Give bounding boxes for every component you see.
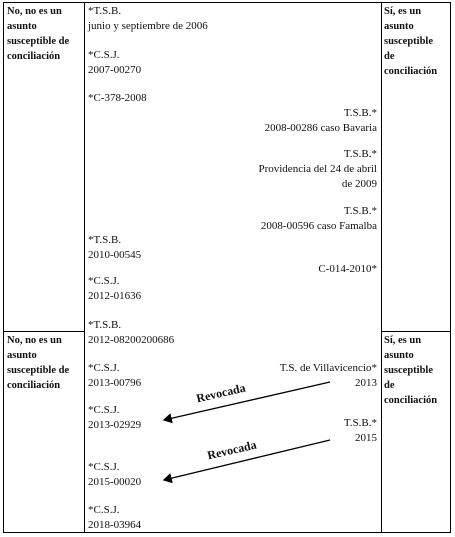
label-line: susceptible <box>384 365 434 376</box>
entry-line: *C.S.J. <box>88 275 120 287</box>
label-line: susceptible de <box>7 365 70 376</box>
arrow-line <box>164 382 330 420</box>
entry-line: 2015 <box>355 432 377 444</box>
entry-line: 2018-03964 <box>88 519 142 531</box>
label-line: asunto <box>384 21 414 32</box>
entry-line: *C-378-2008 <box>88 92 147 104</box>
entry-line: 2013-00796 <box>88 377 142 389</box>
label-line: Sí, es un <box>384 6 422 17</box>
label-line: asunto <box>7 350 37 361</box>
entry-line: 2013 <box>355 377 377 389</box>
label-line: Sí, es un <box>384 335 422 346</box>
entry-line: de 2009 <box>341 178 377 190</box>
label-line: conciliación <box>384 66 438 77</box>
entry-line: 2008-00286 caso Bavaria <box>264 122 377 134</box>
entry-line: *C.S.J. <box>88 404 120 416</box>
label-line: No, no es un <box>7 6 62 17</box>
entry-line: 2010-00545 <box>88 249 142 261</box>
entry-line: *T.S.B. <box>88 5 122 17</box>
entry-line: *C.S.J. <box>88 362 120 374</box>
arrow-label-revocada: Revocada <box>194 380 247 406</box>
label-line: conciliación <box>7 51 61 62</box>
entry-line: *T.S.B. <box>88 234 122 246</box>
entry-line: T.S.B.* <box>343 148 377 160</box>
entry-line: 2008-00596 caso Famalba <box>260 220 377 232</box>
entry-line: junio y septiembre de 2006 <box>88 20 208 32</box>
entry-line: 2007-00270 <box>88 64 142 76</box>
label-line: susceptible <box>384 36 434 47</box>
label-line: de <box>384 380 395 391</box>
entry-line: Providencia del 24 de abril <box>258 163 377 175</box>
entry-line: C-014-2010* <box>318 263 377 275</box>
entry-line: *C.S.J. <box>88 461 120 473</box>
entry-line: T.S.B.* <box>343 107 377 119</box>
label-line: asunto <box>7 21 37 32</box>
entry-line: T.S.B.* <box>343 205 377 217</box>
arrow-label-revocada: Revocada <box>205 437 258 463</box>
label-line: susceptible de <box>7 36 70 47</box>
label-line: de <box>384 51 395 62</box>
entry-line: 2013-02929 <box>88 419 142 431</box>
entry-line: *C.S.J. <box>88 504 120 516</box>
entry-line: 2012-01636 <box>88 290 142 302</box>
label-line: asunto <box>384 350 414 361</box>
label-line: conciliación <box>7 380 61 391</box>
entry-line: T.S. de Villavicencio* <box>279 362 377 374</box>
entry-line: *T.S.B. <box>88 319 122 331</box>
label-line: conciliación <box>384 395 438 406</box>
entry-line: 2012-08200200686 <box>88 334 175 346</box>
entry-line: *C.S.J. <box>88 49 120 61</box>
entry-line: 2015-00020 <box>88 476 142 488</box>
entry-line: T.S.B.* <box>343 417 377 429</box>
label-line: No, no es un <box>7 335 62 346</box>
